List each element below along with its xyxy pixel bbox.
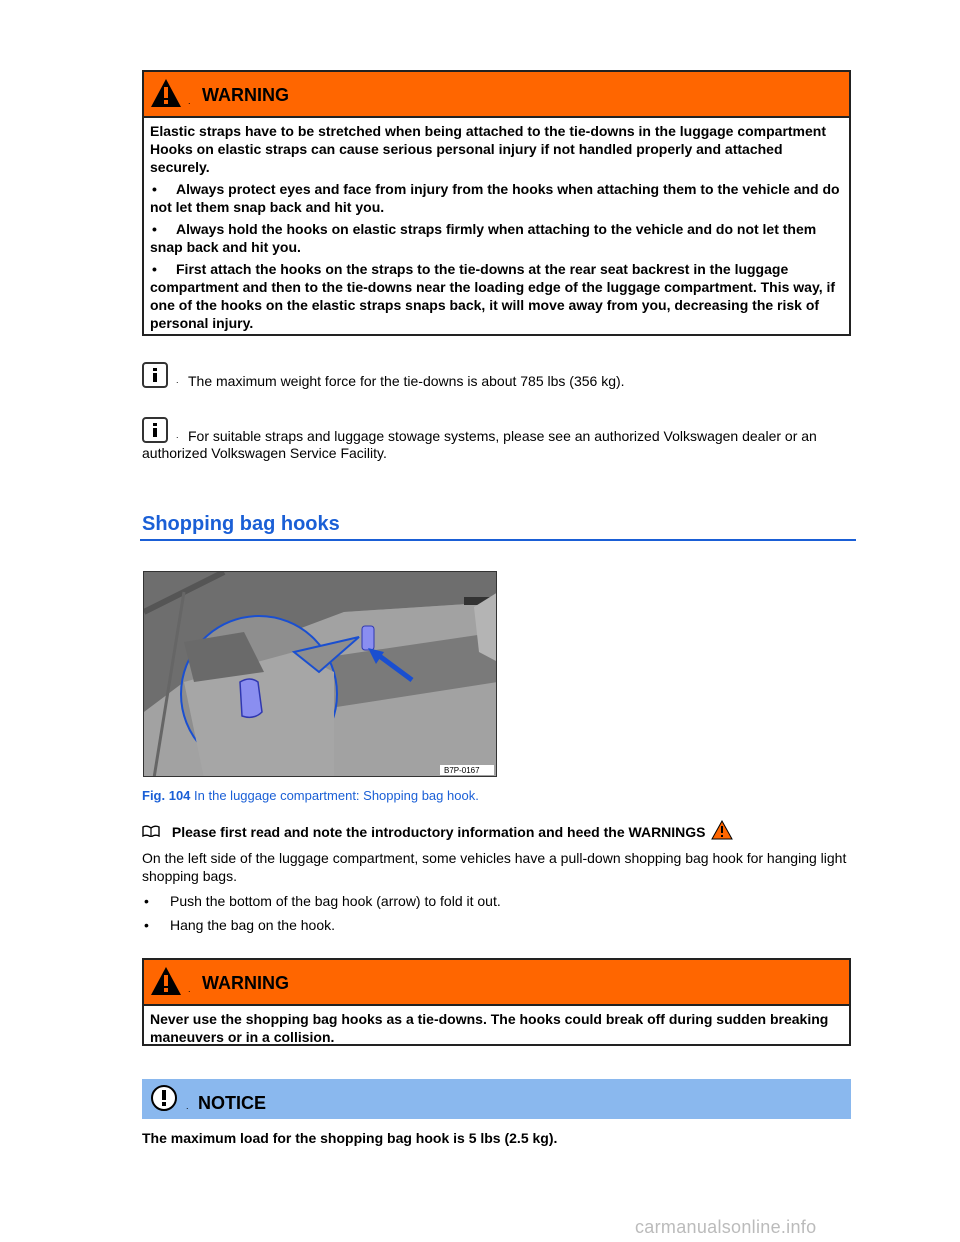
heading-rule <box>140 539 856 541</box>
figure-caption: Fig. 104 In the luggage compartment: Shopping bag hook. <box>142 788 479 803</box>
warning-triangle-icon <box>150 966 182 996</box>
list-item: • Push the bottom of the bag hook (arrow) to fold it out. <box>144 893 501 909</box>
note-text: For suitable straps and luggage stowage systems, please see an authorized Volkswagen dealer or an authorized Volkswagen Service Facility. <box>142 428 817 461</box>
warning-box <box>142 70 851 336</box>
warning-title: WARNING <box>202 973 289 993</box>
warning-triangle-icon <box>711 820 733 840</box>
note-text: The maximum weight force for the tie-downs is about 785 lbs (356 kg). <box>188 373 625 389</box>
warning-intro: Elastic straps have to be stretched when being attached to the tie-downs in the luggage compartment Hooks on elastic straps can cause serious personal injury if not handled properly and attached securely. <box>150 123 827 175</box>
warning-bullet: • First attach the hooks on the straps to the tie-downs at the rear seat backrest in the luggage compartment and then to the tie-downs near the loading edge of the luggage compartment. This way, if one of the hooks on the elastic straps snaps back, it will move away from you, decreasing the risk of personal injury. <box>150 261 836 331</box>
notice-text: The maximum load for the shopping bag hook is 5 lbs (2.5 kg). <box>142 1130 558 1146</box>
warning-triangle-icon <box>150 78 182 108</box>
info-icon <box>142 417 168 443</box>
info-note: . The maximum weight force for the tie-downs is about 785 lbs (356 kg). <box>142 362 854 390</box>
section-heading: Shopping bag hooks <box>142 513 340 535</box>
warning-title: WARNING <box>202 85 289 105</box>
body-paragraph: On the left side of the luggage compartment, some vehicles have a pull-down shopping bag hook for hanging light shopping bags. <box>142 850 847 884</box>
figure-code: B7P-0167 <box>444 766 480 775</box>
book-icon <box>142 825 160 837</box>
warning-header: . WARNING <box>144 960 849 1006</box>
figure-image <box>143 571 497 777</box>
notice-title: NOTICE <box>198 1093 267 1113</box>
intro-line: Please first read and note the introductory information and heed the WARNINGS <box>142 820 733 840</box>
notice-header: . NOTICE <box>142 1079 851 1119</box>
info-icon <box>142 362 168 388</box>
warning-bullet: • Always protect eyes and face from injury from the hooks when attaching them to the vehicle and do not let them snap back and hit you. <box>150 181 840 215</box>
notice-icon <box>150 1084 178 1112</box>
warning-dot: . <box>188 96 191 106</box>
warning-text: Never use the shopping bag hooks as a tie-downs. The hooks could break off during sudden breaking maneuvers or in a collision. <box>150 1011 829 1045</box>
list-item: • Hang the bag on the hook. <box>144 917 336 933</box>
warning-header <box>144 72 849 118</box>
info-note: . For suitable straps and luggage stowage systems, please see an authorized Volkswagen dealer or an authorized Volkswagen Service Facility. <box>142 417 854 462</box>
warning-bullet: • Always hold the hooks on elastic straps firmly when attaching to the vehicle and do not let them snap back and hit you. <box>150 221 817 255</box>
watermark: carmanualsonline.info <box>635 1217 817 1237</box>
warning-box <box>142 958 851 1046</box>
